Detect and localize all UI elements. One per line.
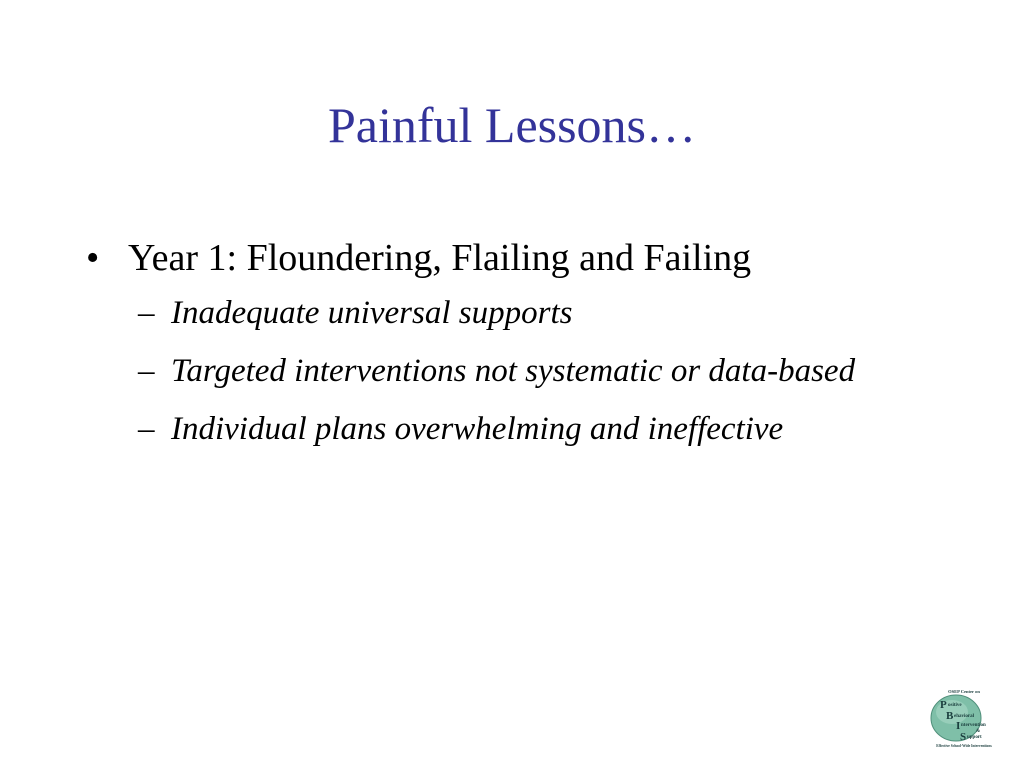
logo-letter-i: I — [956, 720, 961, 732]
sub-bullet-text: Inadequate universal supports — [171, 295, 573, 331]
sub-bullet-text: Individual plans overwhelming and ineffective — [171, 411, 784, 447]
sub-bullet-item — [138, 352, 891, 390]
pbis-logo — [926, 688, 1002, 748]
logo-letter-s: S — [960, 731, 967, 743]
logo-word-positive: ositive — [948, 703, 962, 708]
dash-marker: – — [138, 295, 155, 331]
slide-title: Painful Lessons… — [327, 97, 697, 153]
sub-bullet-item — [138, 294, 891, 332]
dash-marker: – — [138, 353, 155, 389]
bullet-text: Year 1: Floundering, Flailing and Failing — [128, 237, 752, 279]
logo-letter-p: P — [940, 699, 947, 711]
logo-word-intervention: ntervention — [961, 723, 986, 728]
dash-marker: – — [138, 411, 155, 447]
bullet-marker: • — [86, 237, 100, 279]
logo-footer: Effective School-Wide Interventions — [936, 744, 992, 748]
bullet-item — [86, 236, 946, 280]
logo-word-support: upport — [967, 735, 982, 740]
sub-bullet-item — [138, 410, 891, 448]
logo-word-behavioral: ehavioral — [954, 714, 974, 719]
slide-content — [86, 236, 946, 468]
sub-bullet-list — [86, 294, 946, 448]
sub-bullet-text: Targeted interventions not systematic or data-based — [171, 353, 856, 389]
logo-header: OSEP Center on — [948, 689, 980, 694]
logo-letter-b: B — [946, 710, 954, 722]
logo-ampersand: & — [976, 729, 981, 734]
